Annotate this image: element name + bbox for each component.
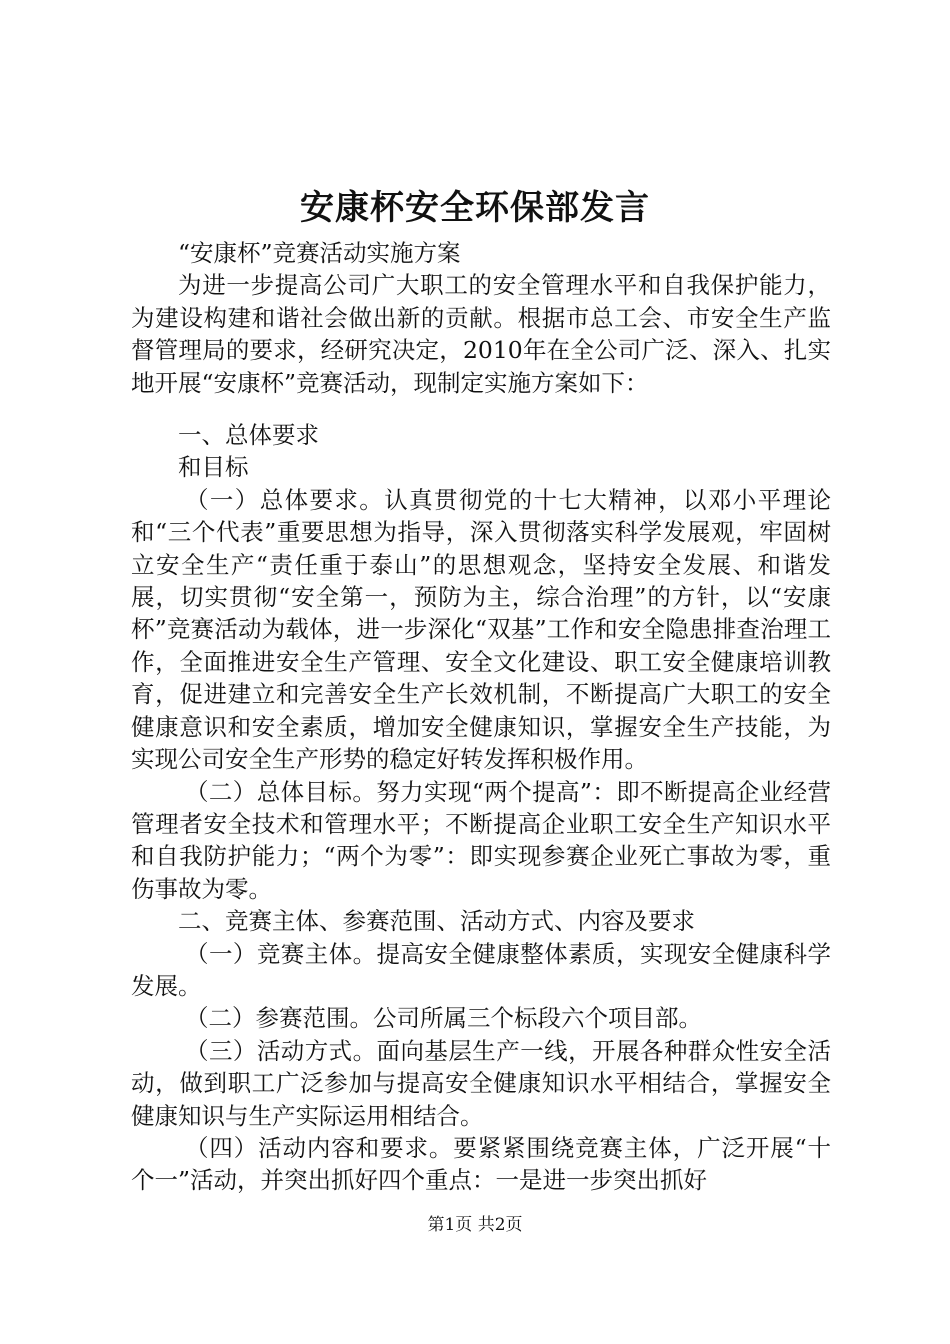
section1-heading: 一、总体要求	[178, 421, 319, 450]
intro-paragraph: 为进一步提高公司广大职工的安全管理水平和自我保护能力，为建设构建和谐社会做出新的贡献。根据市总工会、市安全生产监督管理局的要求，经研究决定，2010年在全公司广泛、深入、扎实地开展“安康杯”竞赛活动，现制定实施方案如下：	[131, 271, 831, 397]
page-footer: 第1页 共2页	[427, 1215, 523, 1235]
s2-item3: （三）活动方式。面向基层生产一线，开展各种群众性安全活动，做到职工广泛参加与提高安全健康知识水平相结合，掌握安全健康知识与生产实际运用相结合。	[131, 1036, 831, 1130]
document-title: 安康杯安全环保部发言	[300, 188, 650, 228]
s1-item2: （二）总体目标。努力实现“两个提高”：即不断提高企业经营管理者安全技术和管理水平；不断提高企业职工安全生产知识水平和自我防护能力；“两个为零”：即实现参赛企业死亡事故为零，重伤事故为零。	[131, 777, 831, 903]
s2-item4: （四）活动内容和要求。要紧紧围绕竞赛主体，广泛开展“十个一”活动，并突出抓好四个重点：一是进一步突出抓好	[131, 1133, 831, 1195]
spacer	[131, 399, 831, 419]
section1-heading-cont: 和目标	[178, 453, 249, 482]
s2-item2: （二）参赛范围。公司所属三个标段六个项目部。	[185, 1004, 702, 1033]
document-body	[131, 237, 831, 1197]
s2-item1: （一）竞赛主体。提高安全健康整体素质，实现安全健康科学发展。	[131, 939, 831, 1000]
section2-heading: 二、竞赛主体、参赛范围、活动方式、内容及要求	[178, 907, 695, 936]
subtitle: “安康杯”竞赛活动实施方案	[178, 239, 461, 267]
s1-item1: （一）总体要求。认真贯彻党的十七大精神，以邓小平理论和“三个代表”重要思想为指导，深入贯彻落实科学发展观，牢固树立安全生产“责任重于泰山”的思想观念，坚持安全发展、和谐发展，切实贯彻“安全第一，预防为主，综合治理”的方针，以“安康杯”竞赛活动为载体，进一步深化“双基”工作和安全隐患排查治理工作，全面推进安全生产管理、安全文化建设、职工安全健康培训教育，促进建立和完善安全生产长效机制，不断提高广大职工的安全健康意识和安全素质，增加安全健康知识，掌握安全生产技能，为实现公司安全生产形势的稳定好转发挥积极作用。	[131, 485, 831, 774]
